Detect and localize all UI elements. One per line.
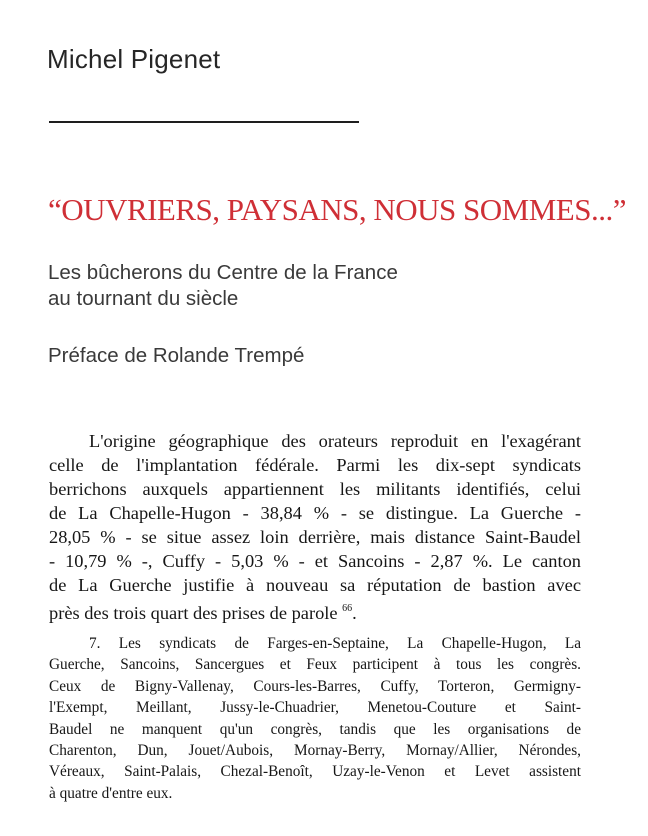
title-divider: [49, 121, 359, 123]
book-title: “OUVRIERS, PAYSANS, NOUS SOMMES...”: [48, 192, 626, 227]
body-line-last: près des trois quart des prises de parole $^{66}$.: [49, 603, 357, 623]
author-name: Michel Pigenet: [47, 44, 221, 74]
footnote-line: Ceux de Bigny-Vallenay, Cours-les-Barres, Cuffy, Torteron, Germigny-: [49, 677, 581, 695]
body-line: L'origine géographique des orateurs reproduit en l'exagérant: [89, 431, 581, 451]
body-line: berrichons auxquels appartiennent les militants identifiés, celui: [49, 479, 581, 499]
body-line: de La Chapelle-Hugon - 38,84 % - se distingue. La Guerche -: [49, 503, 581, 523]
footnote-line: Charenton, Dun, Jouet/Aubois, Mornay-Berry, Mornay/Allier, Nérondes,: [49, 741, 581, 759]
preface-credit: Préface de Rolande Trempé: [48, 344, 305, 367]
footnote: [49, 633, 581, 804]
footnote-reference: 66: [342, 603, 353, 614]
body-line: de La Guerche justifie à nouveau sa réputation de bastion avec: [49, 575, 581, 595]
body-paragraph: [49, 429, 581, 621]
body-line: 28,05 % - se situe assez loin derrière, mais distance Saint-Baudel: [49, 527, 581, 547]
subtitle-line: Les bûcherons du Centre de la France: [48, 261, 398, 284]
footnote-line: Baudel ne manquent qu'un congrès, tandis que les organisations de: [49, 720, 581, 738]
footnote-line: à quatre d'entre eux.: [49, 784, 173, 802]
footnote-line: Guerche, Sancoins, Sancergues et Feux participent à tous les congrès.: [49, 656, 581, 674]
footnote-line: l'Exempt, Meillant, Jussy-le-Chuadrier, Menetou-Couture et Saint-: [49, 699, 581, 717]
body-line: - 10,79 % -, Cuffy - 5,03 % - et Sancoins - 2,87 %. Le canton: [49, 551, 581, 571]
book-subtitle: [48, 260, 398, 312]
footnote-line: Véreaux, Saint-Palais, Chezal-Benoît, Uzay-le-Venon et Levet assistent: [49, 763, 581, 781]
body-line: celle de l'implantation fédérale. Parmi les dix-sept syndicats: [49, 455, 581, 475]
subtitle-line: au tournant du siècle: [48, 287, 239, 310]
body-line: près des trois quart des prises de parole: [49, 603, 338, 623]
footnote-line: 7. Les syndicats de Farges-en-Septaine, La Chapelle-Hugon, La: [89, 635, 581, 652]
